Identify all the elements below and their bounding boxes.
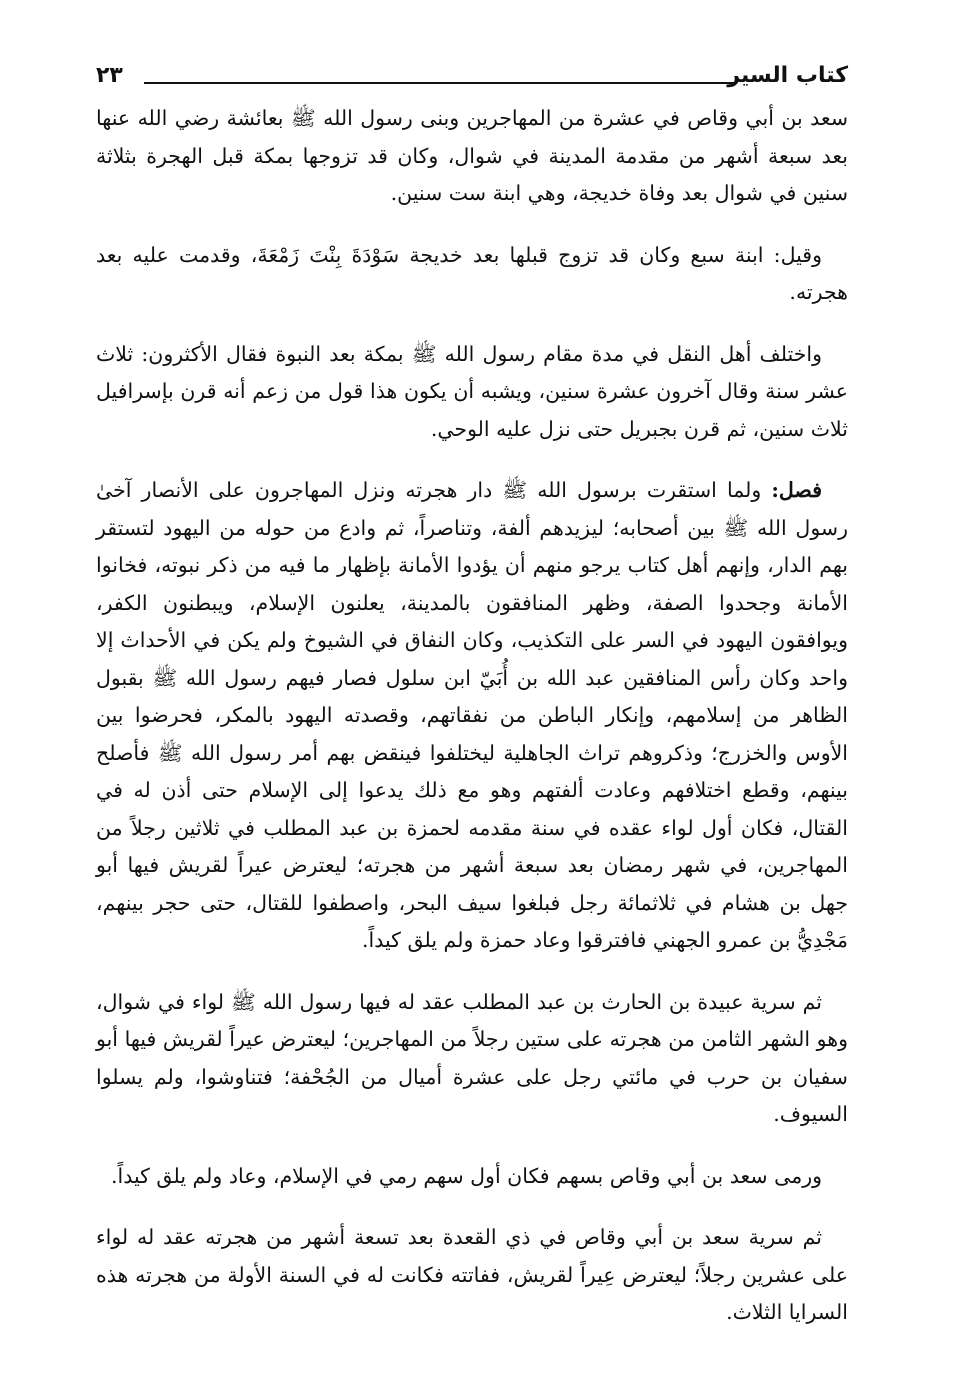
paragraph-text: ثم سرية سعد بن أبي وقاص في ذي القعدة بعد تسعة أشهر من هجرته عقد له لواء على عشرين رجلاً؛ ليعترض عِيراً لقريش، ففاتته فكانت له في السنة الأولة من هجرته هذه السرايا الثلاث.	[96, 1225, 848, 1324]
paragraph-7	[96, 1219, 848, 1332]
paragraph-text: سعد بن أبي وقاص في عشرة من المهاجرين وبنى رسول الله ﷺ بعائشة رضي الله عنها بعد سبعة أشهر من مقدمة المدينة في شوال، وكان قد تزوجها بمكة قبل الهجرة بثلاثة سنين في شوال بعد وفاة خديجة، وهي ابنة ست سنين.	[96, 106, 848, 205]
paragraph-text: ولما استقرت برسول الله ﷺ دار هجرته ونزل المهاجرون على الأنصار آخىٰ رسول الله ﷺ بين أصحابه؛ ليزيدهم ألفة، وتناصراً، ثم وادع من حوله من اليهود لتستقر بهم الدار، وإنهم أهل كتاب يرجو منهم أن يؤدوا الأمانة بإظهار ما فيه من ذكر نبوته، فخانوا الأمانة وجحدوا الصفة، وظهر المنافقون بالمدينة، يعلنون الإسلام، ويبطنون الكفر، ويوافقون اليهود في السر على التكذيب، وكان النفاق في الشيوخ ولم يكن في الأحداث إلا واحد وكان رأس المنافقين عبد الله بن أُبَيّ ابن سلول فصار فيهم رسول الله ﷺ بقبول الظاهر من إسلامهم، وإنكار الباطن من نفقاتهم، وقصدته اليهود بالمكر، فحرضوا بين الأوس والخزرج؛ وذكروهم تراث الجاهلية ليختلفوا فينقض بهم أمر رسول الله ﷺ فأصلح بينهم، وقطع اختلافهم وعادت ألفتهم وهو مع ذلك يدعوا إلى الإسلام حتى أذن له في القتال، فكان أول لواء عقده في سنة مقدمه لحمزة بن عبد المطلب في ثلاثين رجلاً من المهاجرين، في شهر رمضان بعد سبعة أشهر من هجرته؛ ليعترض عيراً لقريش فيها أبو جهل بن هشام في ثلاثمائة رجل فبلغوا سيف البحر، واصطفوا للقتال، حتى حجر بينهم، مَجْدِيُّ بن عمرو الجهني فافترقوا وعاد حمزة ولم يلق كيداً.	[96, 478, 848, 952]
paragraph-text: واختلف أهل النقل في مدة مقام رسول الله ﷺ بمكة بعد النبوة فقال الأكثرون: ثلاث عشر سنة وقال آخرون عشرة سنين، ويشبه أن يكون هذا قول من زعم أنه قرن بإسرافيل ثلاث سنين، ثم قرن بجبريل حتى نزل عليه الوحي.	[96, 341, 848, 441]
page-header	[96, 60, 848, 98]
paragraph-4	[96, 472, 848, 960]
paragraph-5	[96, 984, 848, 1134]
body-text	[96, 100, 848, 1356]
header-rule	[144, 82, 736, 84]
paragraph-text: ثم سرية عبيدة بن الحارث بن عبد المطلب عقد له فيها رسول الله ﷺ لواء في شوال، وهو الشهر الثامن من هجرته على ستين رجلاً من المهاجرين؛ ليعترض عيراً لقريش فيها أبو سفيان بن حرب في مائتي رجل على عشرة أميال من الجُحْفة؛ فتناوشوا، ولم يسلوا السيوف.	[96, 989, 848, 1126]
paragraph-3	[96, 336, 848, 449]
paragraph-1	[96, 100, 848, 213]
section-lead-word: فصل:	[771, 478, 822, 502]
paragraph-2	[96, 237, 848, 312]
page-number: ٢٣	[96, 63, 123, 88]
paragraph-6	[96, 1158, 848, 1196]
paragraph-text: ورمى سعد بن أبي وقاص بسهم فكان أول سهم رمي في الإسلام، وعاد ولم يلق كيداً.	[111, 1163, 822, 1188]
running-title: كتاب السير	[727, 63, 848, 88]
paragraph-text: وقيل: ابنة سبع وكان قد تزوج قبلها بعد خديجة سَوْدَةَ بِنْتَ زَمْعَةَ، وقدمت عليه بعد هجرته.	[96, 242, 848, 304]
